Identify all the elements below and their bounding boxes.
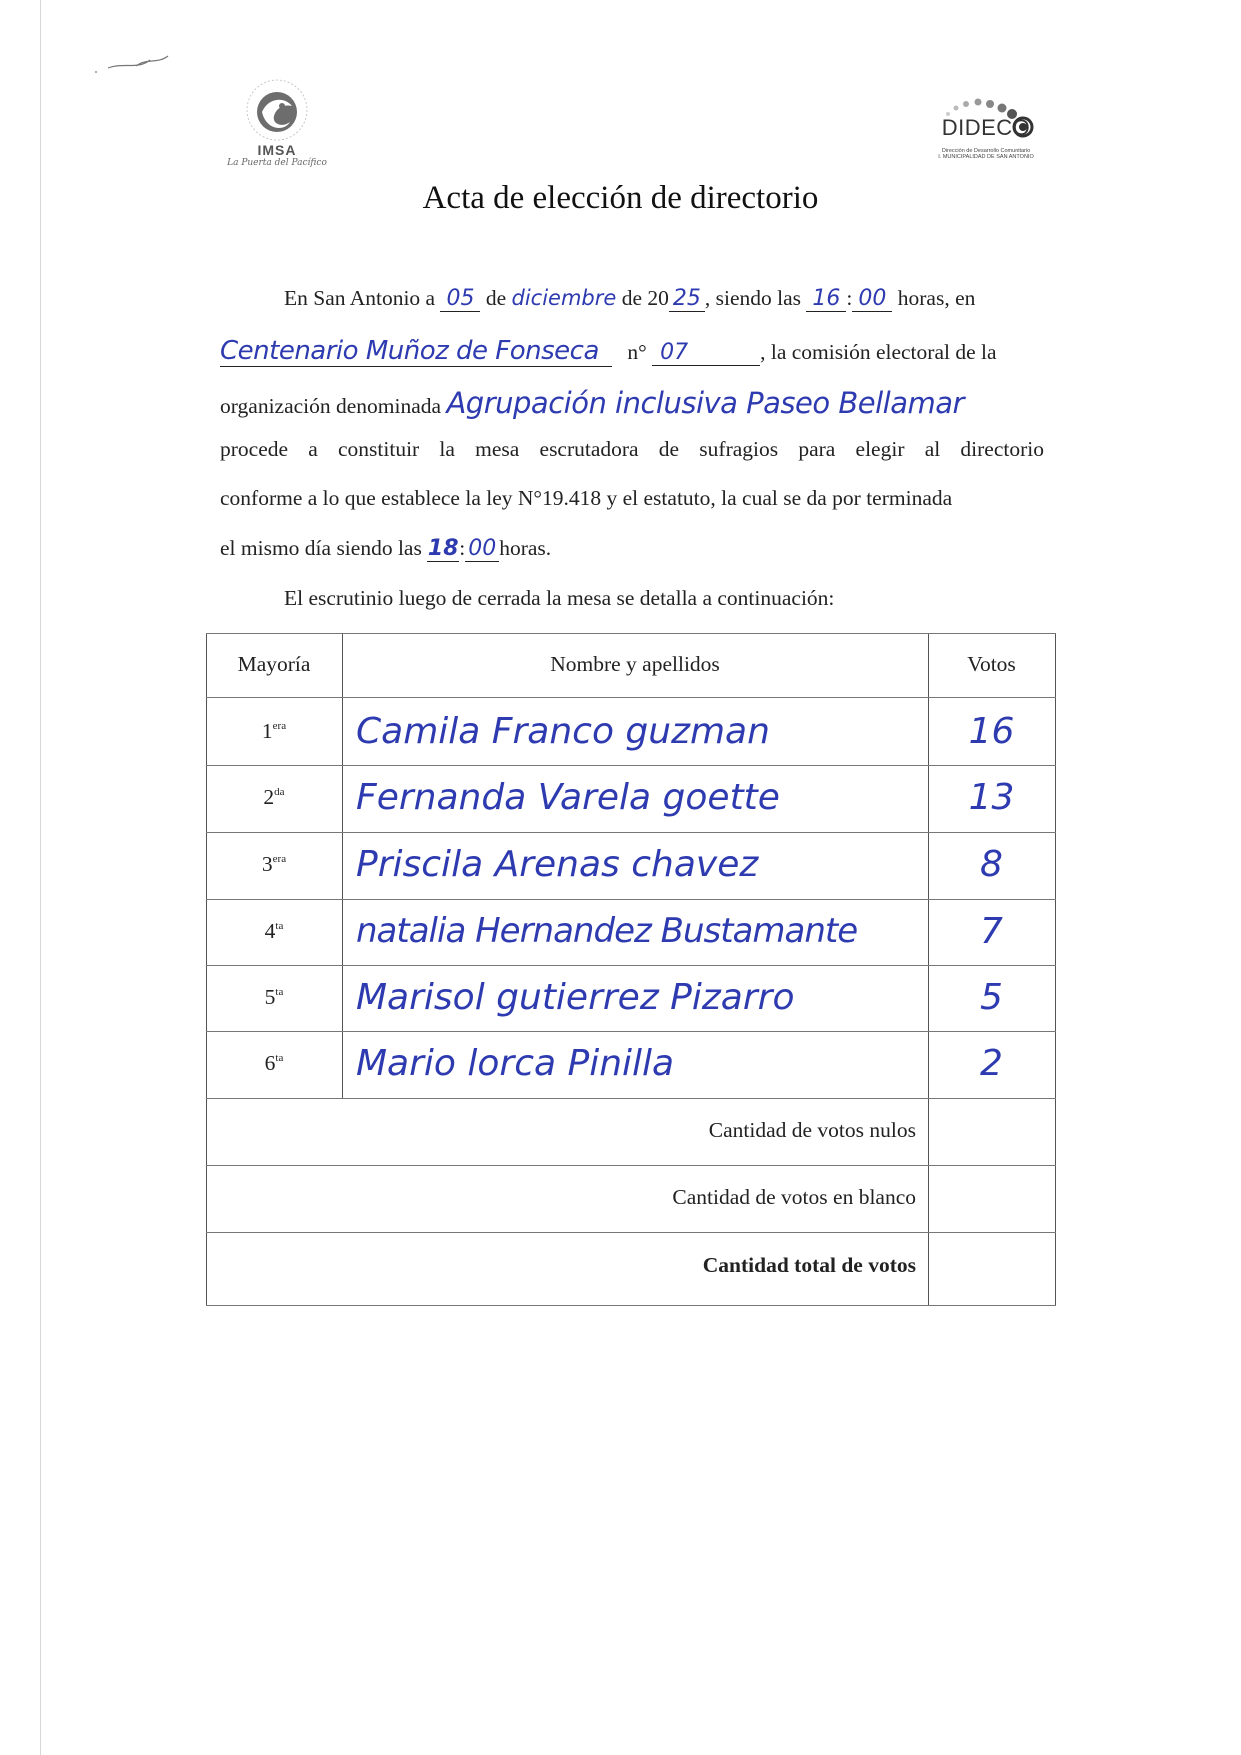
hw-year: 25 bbox=[669, 286, 705, 312]
imsa-logo-name: IMSA bbox=[257, 142, 297, 158]
table-row-5-name: Marisol gutierrez Pizarro bbox=[356, 977, 795, 1018]
hw-place: Centenario Muñoz de Fonseca bbox=[220, 336, 612, 367]
scan-edge bbox=[40, 0, 41, 1755]
table-row-2-votes: 13 bbox=[968, 777, 1015, 818]
text-de: de bbox=[485, 286, 507, 310]
table-row-4-name: natalia Hernandez Bustamante bbox=[356, 911, 858, 951]
hw-month: diciembre bbox=[511, 286, 617, 310]
hw-number: 07 bbox=[652, 340, 760, 366]
dideco-logo-name: DIDECO bbox=[941, 115, 1031, 140]
hw-start-hour: 16 bbox=[806, 286, 846, 312]
text-colon-2: : bbox=[459, 536, 466, 560]
table-row-4-votes: 7 bbox=[980, 911, 1003, 952]
body-line-4: procede a constituir la mesa escrutadora de sufragios para elegir al directorio bbox=[220, 437, 1044, 461]
text-horas-en: horas, en bbox=[897, 286, 976, 310]
table-row-5-rank: $5^{ta}$ bbox=[264, 985, 284, 1009]
text-de-20: de 20 bbox=[621, 286, 669, 310]
text-colon: : bbox=[846, 286, 853, 310]
table-row-6-votes: 2 bbox=[980, 1043, 1003, 1084]
header-nombre: Nombre y apellidos bbox=[550, 652, 720, 676]
table-row-1-rank: $1^{era}$ bbox=[261, 719, 287, 743]
header-mayoria: Mayoría bbox=[237, 652, 311, 676]
table-row-1-name: Camila Franco guzman bbox=[356, 711, 770, 752]
text-comision: , la comisión electoral de la bbox=[760, 340, 997, 364]
body-line-2 bbox=[220, 336, 997, 367]
table-row-3-votes: 8 bbox=[980, 844, 1003, 885]
table-row-4-rank: $4^{ta}$ bbox=[264, 919, 284, 943]
text-horas: horas. bbox=[499, 536, 552, 560]
hw-day: 05 bbox=[440, 286, 480, 312]
scan-smudge bbox=[88, 50, 198, 80]
dideco-subtitle-2: I. MUNICIPALIDAD DE SAN ANTONIO bbox=[938, 154, 1034, 160]
text-san-antonio: En San Antonio a bbox=[284, 286, 436, 310]
dideco-logo-subtitle bbox=[928, 148, 1044, 160]
dideco-subtitle-1: Dirección de Desarrollo Comunitario bbox=[941, 148, 1031, 154]
text-numero: n° bbox=[627, 340, 647, 364]
table-row-3-name: Priscila Arenas chavez bbox=[356, 844, 759, 885]
table-row-2-name: Fernanda Varela goette bbox=[356, 777, 780, 818]
table-row-3-rank: $3^{era}$ bbox=[261, 852, 287, 876]
table-row-2-rank: $2^{da}$ bbox=[263, 785, 285, 809]
body-line-6 bbox=[220, 536, 551, 562]
results-table bbox=[206, 633, 1056, 1306]
body-line-3 bbox=[220, 386, 964, 420]
hw-org-name: Agrupación inclusiva Paseo Bellamar bbox=[446, 386, 964, 420]
hw-end-hour: 18 bbox=[427, 536, 459, 561]
header-votos: Votos bbox=[967, 652, 1016, 676]
label-votos-nulos: Cantidad de votos nulos bbox=[708, 1118, 916, 1142]
label-votos-blanco: Cantidad de votos en blanco bbox=[672, 1185, 916, 1209]
table-row-6-name: Mario lorca Pinilla bbox=[356, 1043, 675, 1084]
text-siendo-las: , siendo las bbox=[704, 286, 802, 310]
table-row-5-votes: 5 bbox=[980, 977, 1003, 1018]
body-line-1 bbox=[284, 286, 975, 312]
text-organizacion: organización denominada bbox=[220, 394, 442, 418]
table-row-6-rank: $6^{ta}$ bbox=[264, 1051, 284, 1075]
imsa-logo-tagline: La Puerta del Pacífico bbox=[227, 158, 327, 168]
table-row-1-votes: 16 bbox=[968, 711, 1015, 752]
document-title: Acta de elección de directorio bbox=[422, 180, 819, 216]
body-line-5: conforme a lo que establece la ley N°19.418 y el estatuto, la cual se da por terminada bbox=[220, 486, 953, 510]
label-total-votos: Cantidad total de votos bbox=[702, 1253, 916, 1277]
text-mismo-dia: el mismo día siendo las bbox=[220, 536, 422, 560]
body-line-7: El escrutinio luego de cerrada la mesa se detalla a continuación: bbox=[284, 586, 835, 610]
hw-start-min: 00 bbox=[852, 286, 892, 312]
hw-end-min: 00 bbox=[465, 536, 499, 562]
